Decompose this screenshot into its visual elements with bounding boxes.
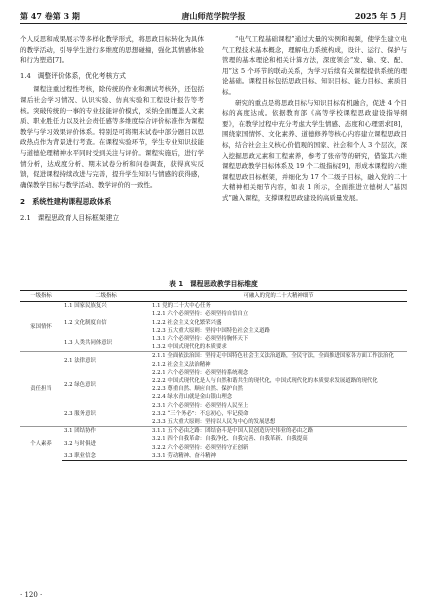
right-column <box>222 34 407 204</box>
detail-cell: 2.2.1 六个必须坚持：必须坚持系统观念 <box>152 369 249 376</box>
secondary-indicator: 3.3 职业信念 <box>62 452 150 461</box>
header-primary: 一级指标 <box>20 291 62 302</box>
detail-cell: 1.2.1 六个必须坚持：必须坚持自信自立 <box>152 311 249 318</box>
detail-cell: 2.3.2 “三个务必”：不忘初心，牢记使命 <box>152 410 249 417</box>
table-header-row <box>20 291 407 302</box>
secondary-indicator: 2.1 法律意识 <box>62 352 150 369</box>
page-number: · 120 · <box>20 591 43 599</box>
detail-cell: 2.1.1 全面依法治国：坚持走中国特色社会主义法治道路，全民守法，全面推进国家各方面工作法治化 <box>150 352 407 361</box>
table-row <box>20 302 407 311</box>
detail-cell: 1.1 党的二十大中心任务 <box>152 303 211 310</box>
detail-cell: 1.3.1 六个必须坚持：必须坚持胸怀天下 <box>152 336 249 343</box>
detail-cell: 2.1.2 社会主义法治精神 <box>152 361 211 368</box>
header-secondary: 二级指标 <box>62 291 150 302</box>
table-row <box>20 427 407 436</box>
detail-cell: 3.2.2 六个必须坚持：必须坚持守正创新 <box>152 444 249 451</box>
detail-cell: 2.2.2 中国式现代化是人与自然和谐共生的现代化，中国式现代化的本质要求发展道路的现代化 <box>152 378 378 385</box>
table-row <box>20 352 407 361</box>
goals-table <box>20 290 407 461</box>
table-row <box>20 435 407 443</box>
detail-cell: 3.1.1 五个必由之路：团结奋斗是中国人民创造历史伟业的必由之路 <box>150 427 407 436</box>
primary-indicator: 家国情怀 <box>30 323 52 330</box>
detail-cell: 1.2.2 社会主义文化繁荣兴盛 <box>152 319 222 326</box>
header-volume: 第 47 卷第 3 期 <box>20 11 80 21</box>
left-column <box>20 34 204 227</box>
detail-cell: 2.2.4 绿水青山就是金山银山理念 <box>152 394 233 401</box>
detail-cell: 3.2.1 四个自我革命：自我净化、自我完善、自我革新、自我提高 <box>152 436 308 443</box>
secondary-indicator: 3.2 与时俱进 <box>64 440 96 447</box>
table-row <box>20 402 407 410</box>
paragraph: 课程注重过程性考核，除传统的作业和测试考核外，还包括课后社会学习情况、认识实验、仿真实验和工程设计报告等考核。突破传统的一事的专业技能评价模式，采纳全面覆盖人文素质、职业胜任力以及社会责任感等多维度综合评价标准作为课程教学与学习效果评价体系。特别是可将期末试卷中部分题目以思政热点作为背景进行考查。在课程实验环节，学生专业知识技能与道德伦理精神水平同时受到关注与评价。课程实施后，进行学情分析，达成度分析、期末试卷分析和问卷调查，获得真实反馈，促进课程持续改进与完善，提升学生知识与情感的获得感，确保教学目标与教学活动、教学评价的一致性。 <box>20 85 204 189</box>
subheading: 1.4 调整评价体系，优化考核方式 <box>20 71 126 80</box>
detail-cell: 2.2.3 尊重自然、顺应自然、保护自然 <box>152 386 243 393</box>
secondary-indicator: 1.1 国家民族复兴 <box>64 303 107 310</box>
header-journal: 唐山师范学院学报 <box>181 11 246 21</box>
header-date: 2025 年 5 月 <box>354 11 407 21</box>
primary-indicator: 责任担当 <box>20 352 62 427</box>
section-heading: 2 系统性建构课程思政体系 <box>20 197 112 207</box>
table-row <box>20 310 407 318</box>
secondary-indicator: 1.2 文化制度自信 <box>64 319 107 326</box>
secondary-indicator: 3.1 团结协作 <box>62 427 150 436</box>
table-row <box>20 335 407 343</box>
paragraph: 个人反思和成果展示等多样化教学形式，将思政目标转化为具体的教学活动，引导学生进行多维度的思想碰撞，强化其情感体验和行为塑造[7]。 <box>20 35 204 65</box>
secondary-indicator: 2.3 服务意识 <box>64 410 96 417</box>
detail-cell: 2.3.3 五大重大原则：坚持以人民为中心的发展思想 <box>152 419 276 426</box>
header-rule <box>20 23 407 24</box>
header-details: 可融入的党的二十大精神细节 <box>150 291 407 302</box>
running-header <box>20 11 407 23</box>
secondary-indicator: 2.2 绿色意识 <box>64 382 96 389</box>
table-row <box>20 452 407 461</box>
detail-cell: 2.3.1 六个必须坚持：必须坚持人民至上 <box>152 402 249 409</box>
detail-cell: 3.3.1 劳动精神、奋斗精神 <box>150 452 407 461</box>
detail-cell: 1.2.3 五大重大原则：坚持中国特色社会主义道路 <box>152 327 270 334</box>
table-caption: 表 1 课程思政教学目标维度 <box>169 280 258 288</box>
table-row <box>20 369 407 377</box>
detail-cell: 1.3.2 中国式现代化的本质要求 <box>152 344 227 351</box>
secondary-indicator: 1.3 人类共同体意识 <box>64 340 113 347</box>
primary-indicator: 个人素养 <box>20 427 62 461</box>
paragraph: “电气工程基础课程”通过大量的实例和视频，使学生建立电气工程技术基本概念，理解电力系统构成，设计、运行、保护与管理的基本理论和相关计算方法，深度领会“发、输、变、配、用”这 5 个环节的联动关系，为学习后续有关课程提供系统的理论基础。课程目标包括思政目标、知识目标、能力目标、素质目标。 <box>222 35 407 96</box>
paragraph: 研究的重点是将思政目标与知识目标有机融合，促进 4 个目标的高度达成。依据教育部《高等学校课程思政建设指导纲要》，在教学过程中充分考虑大学生情感、态度和心理需求[8]，围绕家国情怀、文化素养、道德修养等核心内容建立课程思政目标，结合社会主义核心价值观的国家、社会和个人 3 个层次，深入挖掘思政元素和工程素养，参考了张帝等的研究，借鉴其六维课程思政教学目标体系及 19 个二级指标[9]，形成本课程的六维课程思政目标框架，并细化为 17 个二级子目标，融入党的二十大精神相关细节内容，如表 1 所示，全面推进立德树人“基因式”融入课程，支撑课程思政建设的高质量发展。 <box>222 98 407 202</box>
subsection-heading: 2.1 课程思政育人目标框架建立 <box>20 213 120 222</box>
